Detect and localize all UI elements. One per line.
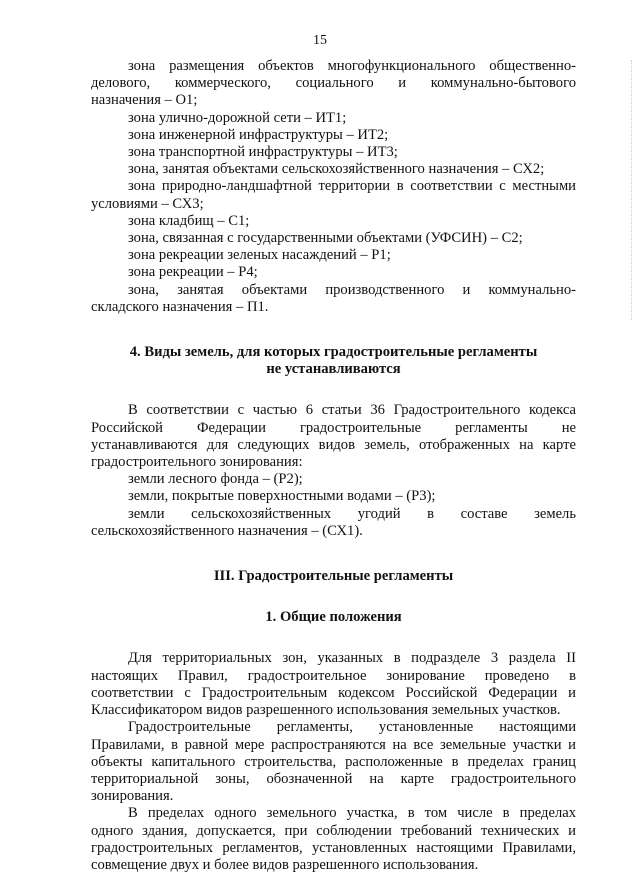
zone-item xyxy=(91,282,576,316)
text-line: складского назначения – П1. xyxy=(91,298,269,315)
text-line: градостроительных регламентов, установленных настоящими Правилами, xyxy=(91,839,576,856)
zone-item: зона, занятая объектами сельскохозяйственного назначения – СХ2; xyxy=(128,161,545,178)
zone-item: зона транспортной инфраструктуры – ИТ3; xyxy=(128,144,398,161)
zone-item: зона рекреации зеленых насаждений – Р1; xyxy=(128,247,391,264)
section-3-subheading: 1. Общие положения xyxy=(265,609,402,626)
text-line: объекты капитального строительства, расположенные в пределах границ xyxy=(91,753,576,770)
text-line: одного здания, допускается, при соблюдении требований технических и xyxy=(91,822,576,839)
paragraph xyxy=(91,805,576,874)
text-line: В пределах одного земельного участка, в том числе в пределах xyxy=(128,805,576,822)
zone-list xyxy=(91,58,576,316)
text-line: делового, коммерческого, социального и коммунально-бытового xyxy=(91,75,576,92)
heading-line: не устанавливаются xyxy=(266,361,401,378)
heading-line: 4. Виды земель, для которых градостроительные регламенты xyxy=(129,344,538,361)
text-line: совмещение двух и более видов разрешенного использования. xyxy=(91,856,479,873)
text-line: настоящих Правил, градостроительное зонирование проведено в xyxy=(91,667,576,684)
text-line: территориальной зоны, обозначенной на карте градостроительного xyxy=(91,770,576,787)
land-item xyxy=(91,506,576,540)
text-line: земли сельскохозяйственных угодий в составе земель xyxy=(128,505,576,522)
text-line: условиями – СХ3; xyxy=(91,195,204,212)
text-line: зонирования. xyxy=(91,788,174,805)
section-4-intro xyxy=(91,402,576,471)
paragraph xyxy=(91,719,576,805)
text-line: зона природно-ландшафтной территории в соответствии с местными xyxy=(128,178,576,195)
text-line: сельскохозяйственного назначения – (СХ1). xyxy=(91,522,363,539)
text-line: Российской Федерации градостроительные регламенты не xyxy=(91,419,576,436)
text-line: Правилами, в равной мере распространяются на все земельные участки и xyxy=(91,736,576,753)
text-line: градостроительного зонирования: xyxy=(91,454,303,471)
text-line: Градостроительные регламенты, установленные настоящими xyxy=(128,719,576,736)
zone-item: зона улично-дорожной сети – ИТ1; xyxy=(128,109,347,126)
text-line: зона размещения объектов многофункционального общественно- xyxy=(128,58,576,74)
text-line: назначения – О1; xyxy=(91,92,198,109)
zone-item: зона, связанная с государственными объектами (УФСИН) – С2; xyxy=(128,230,523,247)
paragraph xyxy=(91,650,576,719)
section-3-heading: III. Градостроительные регламенты xyxy=(213,568,454,585)
text-line: Классификатором видов разрешенного использования земельных участков. xyxy=(91,702,561,719)
document-body xyxy=(91,58,576,874)
scan-artifact xyxy=(629,60,632,320)
text-line: зона, занятая объектами производственного и коммунально- xyxy=(128,281,576,298)
zone-item: зона инженерной инфраструктуры – ИТ2; xyxy=(128,126,389,143)
section-4-heading xyxy=(91,344,576,378)
page-number: 15 xyxy=(313,33,327,48)
text-line: В соответствии с частью 6 статьи 36 Градостроительного кодекса xyxy=(128,402,576,419)
zone-item: зона кладбищ – С1; xyxy=(128,212,250,229)
land-item: земли лесного фонда – (Р2); xyxy=(128,471,303,488)
zone-item: зона рекреации – Р4; xyxy=(128,264,258,281)
zone-item xyxy=(91,58,576,110)
text-line: устанавливаются для следующих видов земель, отображенных на карте xyxy=(91,436,576,453)
text-line: Для территориальных зон, указанных в подразделе 3 раздела II xyxy=(128,650,576,667)
zone-item xyxy=(91,178,576,212)
land-item: земли, покрытые поверхностными водами – (Р3); xyxy=(128,488,436,505)
text-line: соответствии с Градостроительным кодексом Российской Федерации и xyxy=(91,684,576,701)
